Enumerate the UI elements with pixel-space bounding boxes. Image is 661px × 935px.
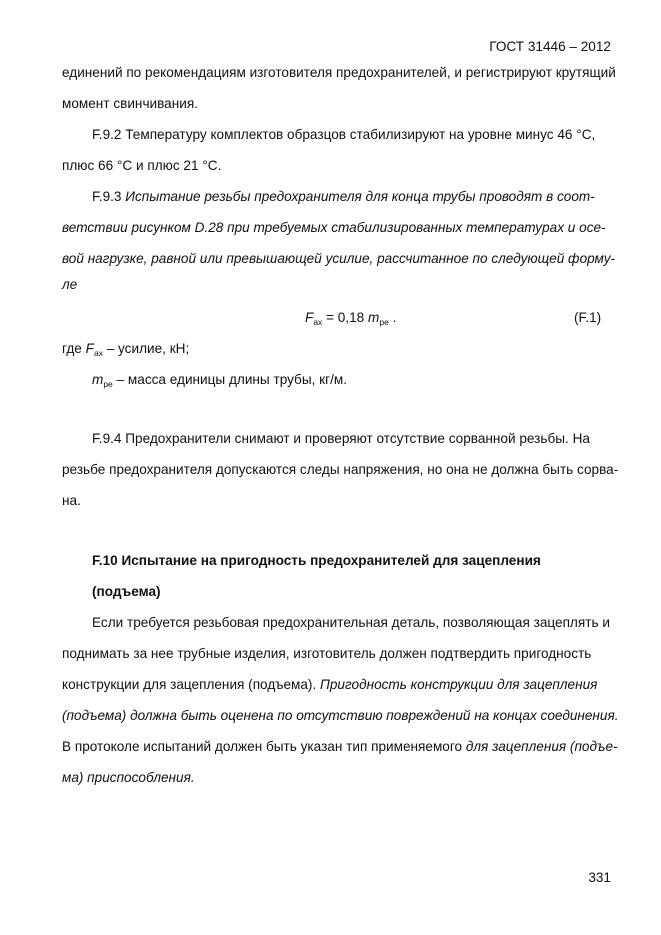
equation-number: (F.1)	[574, 310, 602, 325]
formula-var: F	[305, 310, 314, 325]
clause-number: F.9.3	[92, 189, 126, 204]
formula-sub: pe	[103, 379, 113, 389]
where-line-f	[62, 340, 189, 362]
italic-text: Пригодность конструкции для зацепления	[320, 677, 598, 692]
where-line-m	[92, 371, 347, 393]
text-line: ле	[62, 277, 78, 292]
formula-var: m	[92, 372, 104, 387]
paragraph-line: поднимать за нее трубные изделия, изготовитель должен подтвердить пригодность	[62, 646, 592, 661]
text-line: вой нагрузке, равной или превышающей усилие, рассчитанное по следующей форму-	[62, 251, 616, 266]
clause-f92: F.9.2 Температуру комплектов образцов стабилизируют на уровне минус 46 °С,	[92, 127, 596, 142]
paragraph-line: ма) приспособления.	[62, 770, 195, 785]
formula-sub: pe	[379, 317, 389, 327]
where-desc: – усилие, кН;	[102, 341, 190, 356]
plain-text: конструкции для зацепления (подъема).	[62, 677, 320, 692]
paragraph-line: (подъема) должна быть оценена по отсутствию повреждений на концах соединения.	[62, 708, 619, 723]
where-prefix: где	[62, 341, 86, 356]
italic-text: Испытание резьбы предохранителя для конца трубы проводят в соот-	[125, 189, 595, 204]
formula-op: = 0,18	[322, 310, 369, 325]
plain-text: В протоколе испытаний должен быть указан тип применяемого	[62, 739, 466, 754]
paragraph-line	[62, 738, 618, 756]
paragraph-line	[62, 676, 597, 694]
text-line: единений по рекомендациям изготовителя предохранителей, и регистрируют крутящий	[62, 65, 616, 80]
formula-trail: .	[388, 310, 397, 325]
where-desc: – масса единицы длины трубы, кг/м.	[112, 372, 347, 387]
formula-var: F	[85, 341, 94, 356]
text-line: плюс 66 °С и плюс 21 °С.	[62, 158, 222, 173]
formula-sub: ax	[313, 317, 323, 327]
clause-f93	[92, 188, 595, 206]
formula-sub: ax	[93, 348, 103, 358]
document-header: ГОСТ 31446 – 2012	[489, 39, 611, 54]
text-line: резьбе предохранителя допускаются следы напряжения, но она не должна быть сорва-	[62, 462, 619, 477]
text-line: ветствии рисунком D.28 при требуемых стабилизированных температурах и осе-	[62, 220, 606, 235]
section-heading: F.10 Испытание на пригодность предохранителей для зацепления	[92, 553, 541, 568]
italic-text: для зацепления (подъе-	[465, 739, 618, 754]
paragraph-line: Если требуется резьбовая предохранительная деталь, позволяющая зацеплять и	[92, 615, 610, 630]
section-heading-cont: (подъема)	[92, 584, 161, 599]
formula-var: m	[368, 310, 380, 325]
formula-f1	[305, 309, 396, 331]
text-line: момент свинчивания.	[62, 96, 198, 111]
page-number: 331	[588, 870, 611, 885]
text-line: на.	[62, 493, 81, 508]
clause-f94: F.9.4 Предохранители снимают и проверяют отсутствие сорванной резьбы. На	[92, 431, 590, 446]
